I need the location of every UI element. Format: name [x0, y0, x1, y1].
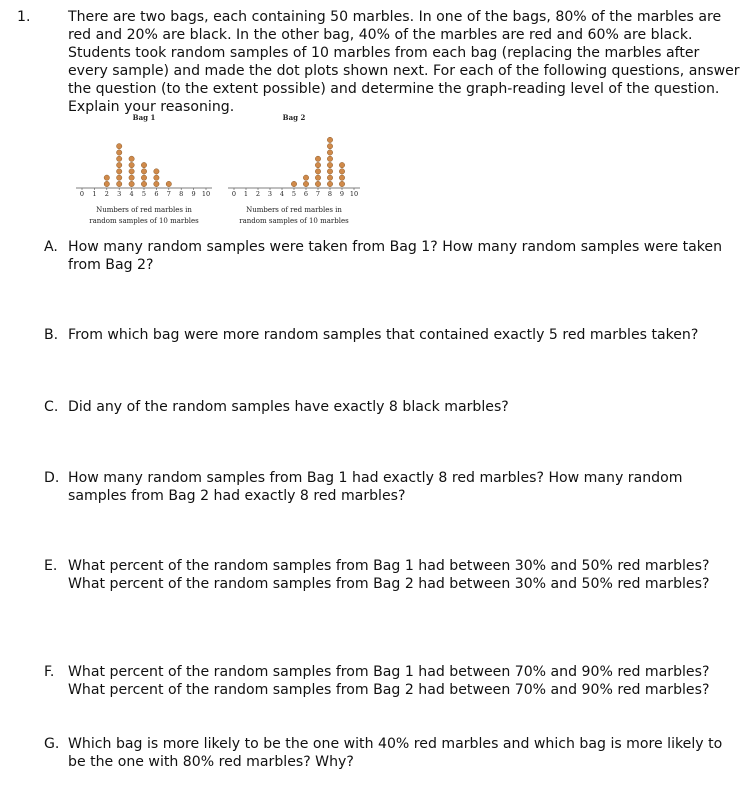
data-dot [327, 162, 332, 167]
x-tick-label: 7 [166, 190, 171, 198]
dot-plots-svg [60, 108, 370, 228]
data-dot [129, 162, 134, 167]
data-dot [327, 150, 332, 155]
question-g-letter: G. [44, 736, 60, 752]
data-dot [327, 137, 332, 142]
data-dot [117, 181, 122, 186]
data-dot [303, 181, 308, 186]
data-dot [327, 144, 332, 149]
x-tick-label: 9 [339, 190, 345, 198]
data-dot [327, 181, 332, 186]
question-a-letter: A. [44, 239, 58, 255]
x-tick-label: 1 [92, 190, 97, 198]
question-d [44, 469, 734, 505]
question-c-text: Did any of the random samples have exactly 8 black marbles? [68, 399, 509, 415]
x-tick-label: 4 [279, 190, 285, 198]
data-dot [339, 162, 344, 167]
data-dot [327, 156, 332, 161]
x-axis-label-line-1: Numbers of red marbles in [246, 206, 342, 214]
data-dot [117, 175, 122, 180]
question-a-text: How many random samples were taken from Bag 1? How many random samples were taken from Bag 2? [68, 239, 723, 273]
x-tick-label: 10 [201, 190, 211, 198]
data-dot [129, 181, 134, 186]
question-b-text: From which bag were more random samples that contained exactly 5 red marbles taken? [68, 327, 699, 343]
question-e [44, 557, 734, 593]
x-tick-label: 3 [117, 190, 122, 198]
x-axis-label-line-1: Numbers of red marbles in [96, 206, 192, 214]
data-dot [117, 144, 122, 149]
question-b-letter: B. [44, 327, 59, 343]
data-dot [339, 169, 344, 174]
question-c [44, 398, 734, 416]
x-tick-label: 0 [231, 190, 237, 198]
question-f [44, 663, 734, 699]
x-tick-label: 6 [303, 190, 309, 198]
data-dot [327, 175, 332, 180]
data-dot [141, 181, 146, 186]
data-dot [117, 169, 122, 174]
data-dot [291, 181, 296, 186]
x-tick-label: 3 [267, 190, 273, 198]
data-dot [104, 175, 109, 180]
question-e-text: What percent of the random samples from Bag 1 had between 30% and 50% red marbles? What percent of the random samples from Bag 2 had between 30% and 50% red marbles? [68, 558, 710, 592]
data-dot [315, 181, 320, 186]
data-dot [315, 175, 320, 180]
data-dot [141, 175, 146, 180]
x-tick-label: 5 [291, 190, 297, 198]
data-dot [117, 156, 122, 161]
data-dot [339, 181, 344, 186]
data-dot [154, 169, 159, 174]
question-g [44, 735, 734, 771]
x-tick-label: 5 [141, 190, 147, 198]
dot-plot-bag-2 [228, 113, 360, 225]
x-tick-label: 8 [327, 190, 333, 198]
data-dot [129, 169, 134, 174]
data-dot [315, 162, 320, 167]
problem-intro: There are two bags, each containing 50 marbles. In one of the bags, 80% of the marbles are red and 20% are black. In the other bag, 40% of the marbles are red and 60% are black. Students took random samples of 10 marbles from each bag (replacing the marbles after every sample) and made the dot plots shown next. For each of the following questions, answer the question (to the extent possible) and determine the graph-reading level of the question. Explain your reasoning. [68, 9, 740, 115]
question-f-letter: F. [44, 664, 55, 680]
x-axis-label-line-2: random samples of 10 marbles [239, 217, 349, 225]
x-tick-label: 7 [315, 190, 321, 198]
data-dot [104, 181, 109, 186]
data-dot [154, 181, 159, 186]
x-tick-label: 1 [243, 190, 249, 198]
data-dot [166, 181, 171, 186]
x-tick-label: 2 [255, 190, 261, 198]
question-d-letter: D. [44, 470, 60, 486]
x-tick-label: 4 [129, 190, 134, 198]
x-tick-label: 9 [191, 190, 196, 198]
question-a [44, 238, 734, 274]
x-tick-label: 0 [79, 190, 85, 198]
data-dot [129, 175, 134, 180]
data-dot [339, 175, 344, 180]
question-f-text: What percent of the random samples from Bag 1 had between 70% and 90% red marbles? What percent of the random samples from Bag 2 had between 70% and 90% red marbles? [68, 664, 710, 698]
x-tick-label: 8 [179, 190, 184, 198]
question-d-text: How many random samples from Bag 1 had exactly 8 red marbles? How many random samples from Bag 2 had exactly 8 red marbles? [68, 470, 683, 504]
x-tick-label: 10 [349, 190, 359, 198]
x-axis-label-line-2: random samples of 10 marbles [89, 217, 199, 225]
question-e-letter: E. [44, 558, 58, 574]
data-dot [315, 169, 320, 174]
question-g-text: Which bag is more likely to be the one with 40% red marbles and which bag is more likely to be the one with 80% red marbles? Why? [68, 736, 723, 770]
question-c-letter: C. [44, 399, 59, 415]
data-dot [303, 175, 308, 180]
data-dot [141, 169, 146, 174]
data-dot [117, 162, 122, 167]
question-b [44, 326, 734, 344]
dot-plot-bag-1 [76, 113, 212, 225]
plot-title: Bag 2 [282, 113, 306, 122]
data-dot [141, 162, 146, 167]
data-dot [154, 175, 159, 180]
data-dot [129, 156, 134, 161]
question-number: 1. [17, 9, 31, 25]
dot-plots [60, 108, 370, 228]
data-dot [117, 150, 122, 155]
data-dot [327, 169, 332, 174]
x-tick-label: 6 [154, 190, 159, 198]
data-dot [315, 156, 320, 161]
plot-title: Bag 1 [132, 113, 156, 122]
x-tick-label: 2 [104, 190, 109, 198]
